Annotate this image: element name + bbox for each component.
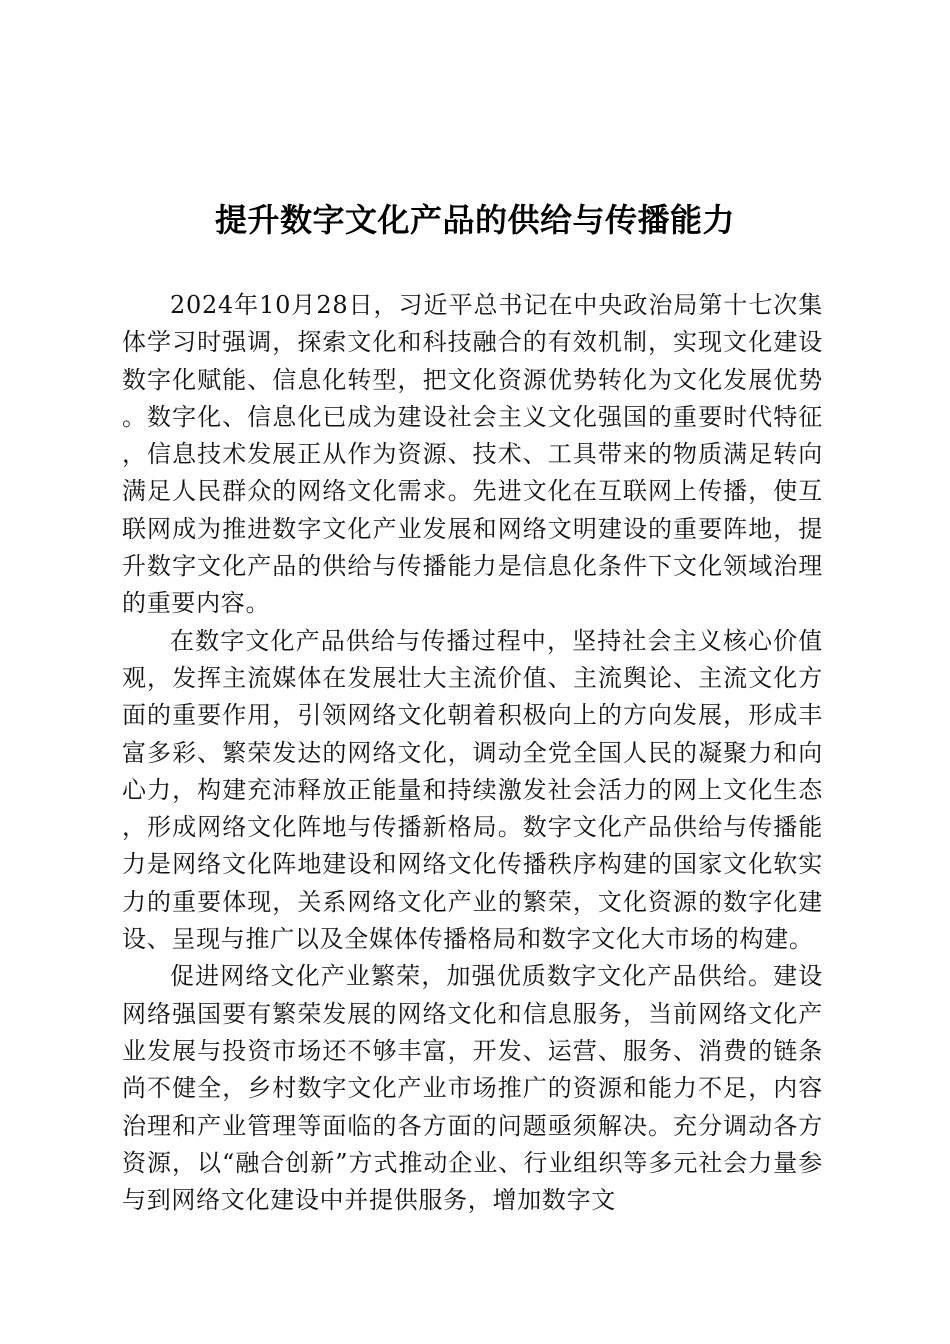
paragraph-2: 在数字文化产品供给与传播过程中，坚持社会主义核心价值观，发挥主流媒体在发展壮大主流价值、主流舆论、主流文化方面的重要作用，引领网络文化朝着积极向上的方向发展，形成丰富多彩、繁荣发达的网络文化，调动全党全国人民的凝聚力和向心力，构建充沛释放正能量和持续激发社会活力的网上文化生态，形成网络文化阵地与传播新格局。数字文化产品供给与传播能力是网络文化阵地建设和网络文化传播秩序构建的国家文化软实力的重要体现，关系网络文化产业的繁荣，文化资源的数字化建设、呈现与推广以及全媒体传播格局和数字文化大市场的构建。 xyxy=(122,626,823,954)
document-body xyxy=(122,287,823,1219)
paragraph-1: 2024年10月28日，习近平总书记在中央政治局第十七次集体学习时强调，探索文化和科技融合的有效机制，实现文化建设数字化赋能、信息化转型，把文化资源优势转化为文化发展优势。数字化、信息化已成为建设社会主义文化强国的重要时代特征，信息技术发展正从作为资源、技术、工具带来的物质满足转向满足人民群众的网络文化需求。先进文化在互联网上传播，使互联网成为推进数字文化产业发展和网络文明建设的重要阵地，提升数字文化产品的供给与传播能力是信息化条件下文化领域治理的重要内容。 xyxy=(122,291,823,618)
document-title: 提升数字文化产品的供给与传播能力 xyxy=(214,201,735,239)
paragraph-3: 促进网络文化产业繁荣，加强优质数字文化产品供给。建设网络强国要有繁荣发展的网络文化和信息服务，当前网络文化产业发展与投资市场还不够丰富，开发、运营、服务、消费的链条尚不健全，乡村数字文化产业市场推广的资源和能力不足，内容治理和产业管理等面临的各方面的问题亟须解决。充分调动各方资源，以“融合创新”方式推动企业、行业组织等多元社会力量参与到网络文化建设中并提供服务，增加数字文 xyxy=(122,962,823,1215)
